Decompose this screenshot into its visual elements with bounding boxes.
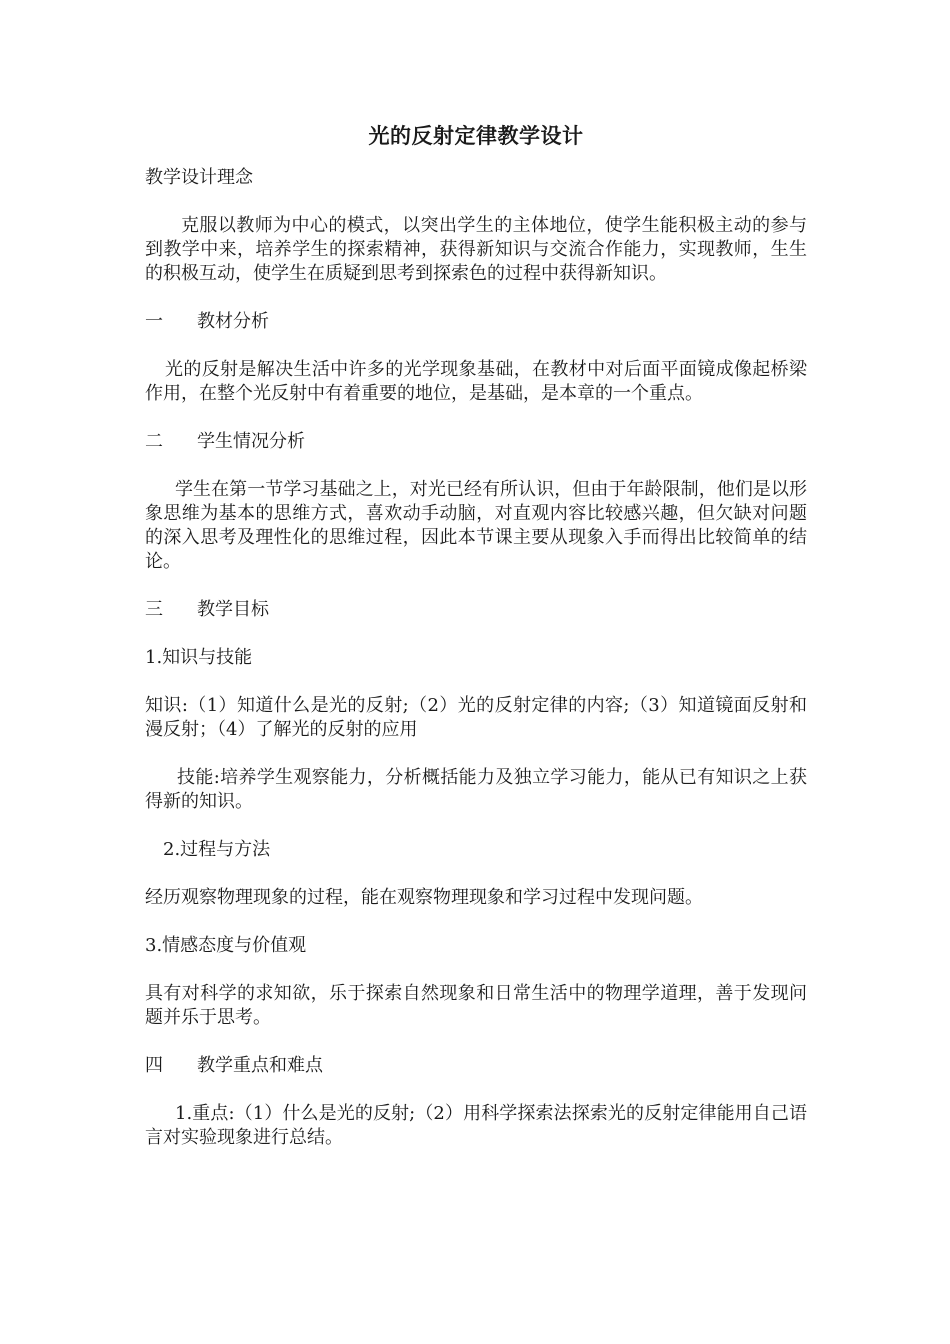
textbook-paragraph: 光的反射是解决生活中许多的光学现象基础，在教材中对后面平面镜成像起桥梁作用，在整个光反射中有着重要的地位，是基础，是本章的一个重点。 xyxy=(145,359,807,404)
process-paragraph: 经历观察物理现象的过程，能在观察物理现象和学习过程中发现问题。 xyxy=(145,887,703,908)
students-paragraph: 学生在第一节学习基础之上，对光已经有所认识，但由于年龄限制，他们是以形象思维为基本的思维方式，喜欢动手动脑，对直观内容比较感兴趣，但欠缺对问题的深入思考及理性化的思维过程，因此本节课主要从现象入手而得出比较简单的结论。 xyxy=(145,479,807,572)
section-number: 三 xyxy=(145,599,163,620)
section-label: 教学目标 xyxy=(197,599,269,620)
attitude-paragraph: 具有对科学的求知欲，乐于探索自然现象和日常生活中的物理学道理，善于发现问题并乐于思考。 xyxy=(145,983,807,1028)
knowledge-paragraph: 知识:（1）知道什么是光的反射;（2）光的反射定律的内容;（3）知道镜面反射和漫反射；（4）了解光的反射的应用 xyxy=(145,695,807,740)
section-number: 四 xyxy=(145,1055,163,1076)
section-heading-key-points xyxy=(145,1054,807,1078)
subheading-attitude-values: 3.情感态度与价值观 xyxy=(145,935,307,956)
section-label: 学生情况分析 xyxy=(197,431,305,452)
concept-heading: 教学设计理念 xyxy=(145,167,253,188)
section-label: 教材分析 xyxy=(197,311,269,332)
section-heading-goals xyxy=(145,598,807,622)
document-body xyxy=(145,120,807,1174)
section-heading-textbook xyxy=(145,310,807,334)
section-number: 一 xyxy=(145,311,163,332)
section-heading-students xyxy=(145,430,807,454)
subheading-knowledge-skills: 1.知识与技能 xyxy=(145,647,253,668)
concept-paragraph: 克服以教师为中心的模式，以突出学生的主体地位，使学生能积极主动的参与到教学中来，培养学生的探索精神，获得新知识与交流合作能力，实现教师，生生的积极互动，使学生在质疑到思考到探索色的过程中获得新知识。 xyxy=(145,215,807,284)
section-label: 教学重点和难点 xyxy=(197,1055,323,1076)
section-number: 二 xyxy=(145,431,163,452)
key-points-paragraph: 1.重点:（1）什么是光的反射;（2）用科学探索法探索光的反射定律能用自己语言对实验现象进行总结。 xyxy=(145,1103,807,1148)
document-title: 光的反射定律教学设计 xyxy=(368,123,584,148)
skill-paragraph: 技能:培养学生观察能力，分析概括能力及独立学习能力，能从已有知识之上获得新的知识。 xyxy=(145,767,807,812)
subheading-process-methods: 2.过程与方法 xyxy=(163,839,271,860)
